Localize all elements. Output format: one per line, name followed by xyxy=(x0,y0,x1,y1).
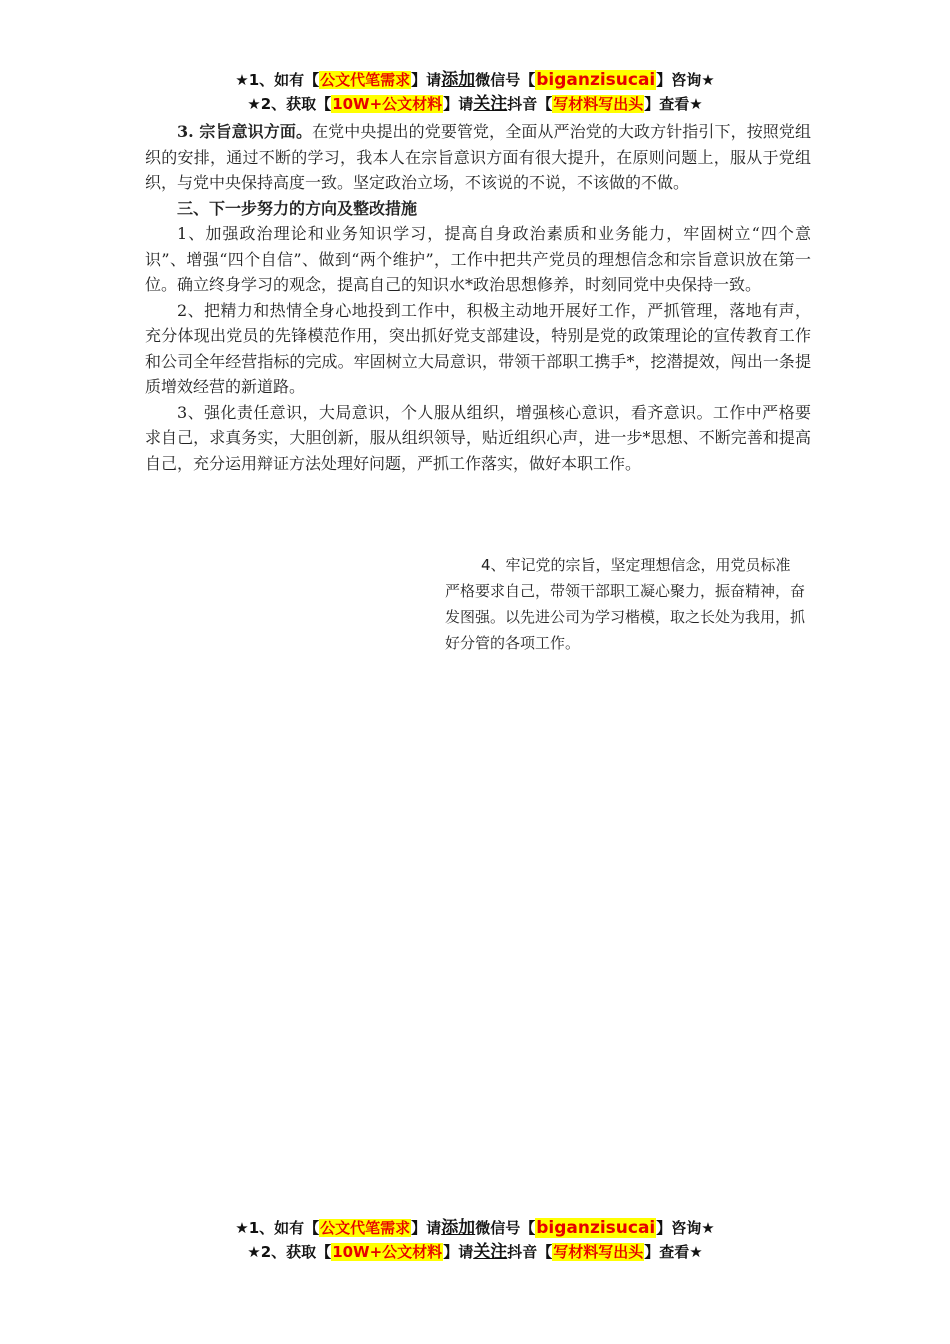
header-banner xyxy=(0,68,950,116)
footer-banner xyxy=(0,1216,950,1264)
banner-text: 】查看★ xyxy=(644,95,703,113)
banner-line-2 xyxy=(0,92,950,116)
paragraph-item-3: 3、强化责任意识，大局意识，个人服从组织，增强核心意识，看齐意识。工作中严格要求自己，求真务实，大胆创新，服从组织领导，贴近组织心声，进一步*思想、不断完善和提高自己，充分运用辩证方法处理好问题，严抓工作落实，做好本职工作。 xyxy=(145,402,811,473)
banner-line-2 xyxy=(0,1240,950,1264)
banner-text: 微信号【 xyxy=(475,1219,536,1237)
banner-text: ★2、获取【 xyxy=(247,1243,332,1261)
banner-text: 抖音【 xyxy=(507,95,553,113)
document-body xyxy=(145,119,811,476)
paragraph-lead: 3. 宗旨意识方面。 xyxy=(177,122,313,141)
paragraph-item-1: 1、加强政治理论和业务知识学习，提高自身政治素质和业务能力，牢固树立“四个意识”、增强“四个自信”、做到“两个维护”，工作中把共产党员的理想信念和宗旨意识放在第一位。确立终身学习的观念，提高自己的知识水*政治思想修养，时刻同党中央保持一致。 xyxy=(145,224,811,294)
banner-text: 】请 xyxy=(411,71,442,89)
paragraph-item-4: 4、牢记党的宗旨，坚定理想信念，用党员标准严格要求自己，带领干部职工凝心聚力，振奋精神，奋发图强。以先进公司为学习楷模，取之长处为我用，抓好分管的各项工作。 xyxy=(445,556,806,652)
wechat-id: biganzisucai xyxy=(536,70,656,90)
banner-text: 】查看★ xyxy=(644,1243,703,1261)
douyin-id: 写材料写出头 xyxy=(553,1243,644,1261)
emphasis-text: 添加 xyxy=(441,1218,476,1238)
banner-text: 抖音【 xyxy=(507,1243,553,1261)
highlight-text: 10W+公文材料 xyxy=(332,95,443,113)
emphasis-text: 关注 xyxy=(473,1242,508,1262)
banner-text: 】咨询★ xyxy=(656,1219,715,1237)
highlight-text: 10W+公文材料 xyxy=(332,1243,443,1261)
highlight-text: 公文代笔需求 xyxy=(320,71,411,89)
banner-text: 微信号【 xyxy=(475,71,536,89)
paragraph-item-2: 2、把精力和热情全身心地投到工作中，积极主动地开展好工作，严抓管理，落地有声，充分体现出党员的先锋模范作用，突出抓好党支部建设，特别是党的政策理论的宣传教育工作和公司全年经营指标的完成。牢固树立大局意识，带领干部职工携手*，挖潜提效，闯出一条提质增效经营的新道路。 xyxy=(145,300,811,396)
emphasis-text: 添加 xyxy=(441,70,476,90)
highlight-text: 公文代笔需求 xyxy=(320,1219,411,1237)
section-heading: 三、下一步努力的方向及整改措施 xyxy=(177,198,418,218)
banner-text: ★2、获取【 xyxy=(247,95,332,113)
banner-text: ★1、如有【 xyxy=(235,1219,320,1237)
banner-line-1 xyxy=(0,68,950,92)
banner-line-1 xyxy=(0,1216,950,1240)
douyin-id: 写材料写出头 xyxy=(553,95,644,113)
banner-text: 】请 xyxy=(443,1243,474,1261)
banner-text: 】请 xyxy=(411,1219,442,1237)
paragraph-text: 在党中央提出的党要管党，全面从严治党的大政方针指引下，按照党组织的安排，通过不断的学习，我本人在宗旨意识方面有很大提升，在原则问题上，服从于党组织，与党中央保持高度一致。坚定政治立场，不该说的不说，不该做的不做。 xyxy=(145,122,811,192)
banner-text: ★1、如有【 xyxy=(235,71,320,89)
paragraph-item-4-block xyxy=(445,552,805,656)
banner-text: 】咨询★ xyxy=(656,71,715,89)
paragraph-purpose xyxy=(145,119,811,196)
banner-text: 】请 xyxy=(443,95,474,113)
wechat-id: biganzisucai xyxy=(536,1218,656,1238)
emphasis-text: 关注 xyxy=(473,94,508,114)
